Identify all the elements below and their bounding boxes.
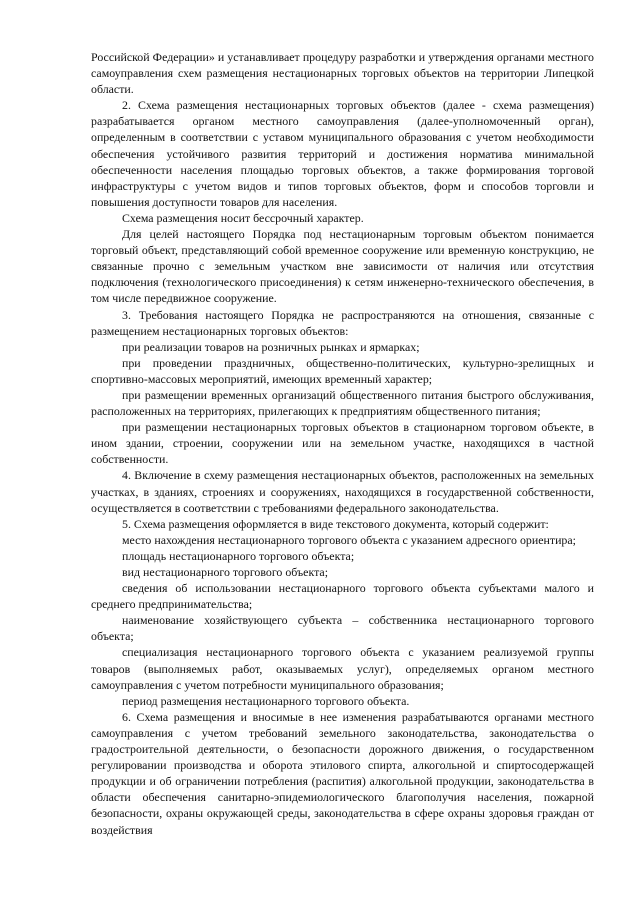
paragraph-item-5: 5. Схема размещения оформляется в виде текстового документа, который содержит: [122,516,549,531]
paragraph-item-3: 3. Требования настоящего Порядка не распространяются на отношения, связанные с размещением нестационарных торговых объектов: [91,307,594,338]
list-item-events: при проведении праздничных, общественно-политических, культурно-зрелищных и спортивно-массовых мероприятий, имеющих временный характер; [91,355,594,386]
paragraph-item-6: 6. Схема размещения и вносимые в нее изменения разрабатываются органами местного самоуправления с учетом требований земельного законодательства, законодательства о градостроительной деятельности, о безопасности дорожного движения, о государственном регулировании производства и оборота этилового спирта, алкогольной и спиртосодержащей продукции и об ограничении потребления (распития) алкогольной продукции, законодательства в области обеспечения санитарно-эпидемиологического благополучия населения, пожарной безопасности, охраны окружающей среды, законодательства в сфере охраны здоровья граждан от воздействия [91,709,594,837]
paragraph-schema-term: Схема размещения носит бессрочный характер. [122,210,364,225]
list-item-area: площадь нестационарного торгового объекта; [122,548,355,563]
list-item-small-business: сведения об использовании нестационарного торгового объекта субъектами малого и среднего предпринимательства; [91,581,594,612]
list-item-specialization: специализация нестационарного торгового объекта с указанием реализуемой группы товаров (выполняемых работ, оказываемых услуг), определяемых органом местного самоуправления с учетом потребности муниципального образования; [91,645,594,692]
list-item-private-property: при размещении нестационарных торговых объектов в стационарном торговом объекте, в ином здании, строении, сооружении или на земельном участке, находящихся в частной собственности. [91,420,594,467]
list-item-owner: наименование хозяйствующего субъекта – собственника нестационарного торгового объекта; [91,613,594,644]
paragraph-definition: Для целей настоящего Порядка под нестационарным торговым объектом понимается торговый объект, представляющий собой временное сооружение или временную конструкцию, не связанные прочно с земельным участком вне зависимости от наличия или отсутствия подключения (технологического присоединения) к сетям инженерно-технического обеспечения, в том числе передвижное сооружение. [91,227,594,306]
list-item-period: период размещения нестационарного торгового объекта. [122,693,410,708]
list-item-markets: при реализации товаров на розничных рынках и ярмарках; [122,339,420,354]
document-text-body [91,49,594,838]
paragraph-continuation: Российской Федерации» и устанавливает процедуру разработки и утверждения органами местного самоуправления схем размещения нестационарных торговых объектов на территории Липецкой области. [91,50,594,97]
paragraph-item-4: 4. Включение в схему размещения нестационарных объектов, расположенных на земельных участках, в зданиях, строениях и сооружениях, находящихся в государственной собственности, осуществляется в соответствии с требованиями федерального законодательства. [91,468,594,515]
list-item-type: вид нестационарного торгового объекта; [122,565,329,579]
list-item-catering: при размещении временных организаций общественного питания быстрого обслуживания, расположенных на территориях, прилегающих к предприятиям общественного питания; [91,387,594,419]
list-item-location: место нахождения нестационарного торгового объекта с указанием адресного ориентира; [122,532,576,547]
paragraph-item-2: 2. Схема размещения нестационарных торговых объектов (далее - схема размещения) разрабатывается органом местного самоуправления (далее-уполномоченный орган), определенным в соответствии с уставом муниципального образования с учетом необходимости обеспечения устойчивого развития территорий и достижения норматива минимальной обеспеченности населения площадью торговых объектов, а также формирования торговой инфраструктуры с учетом видов и типов торговых объектов, форм и способов торговли и повышения доступности товаров для населения. [91,98,594,209]
